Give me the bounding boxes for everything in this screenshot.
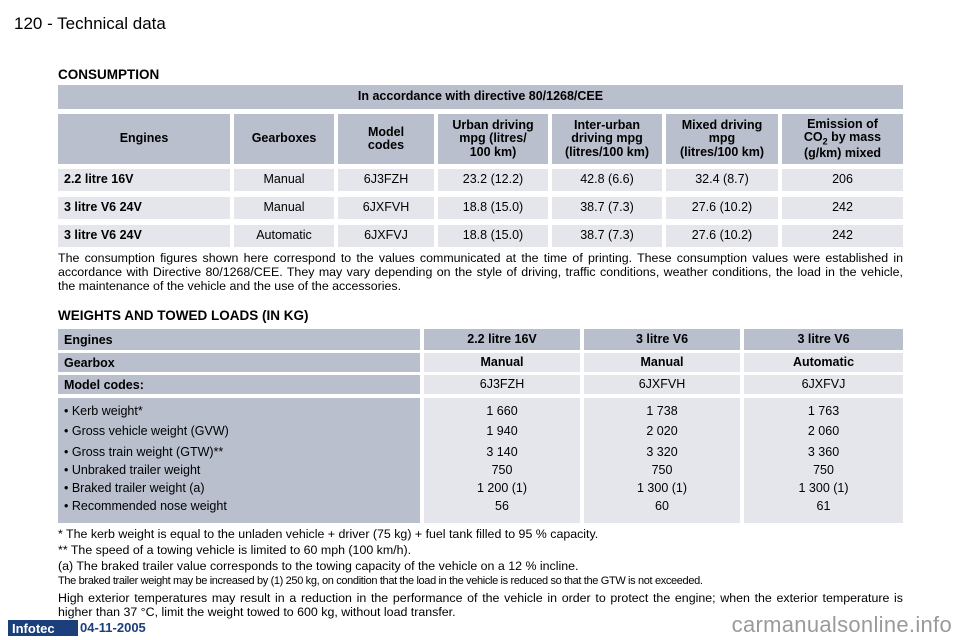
consumption-title: CONSUMPTION xyxy=(58,67,160,82)
weights-labels xyxy=(58,398,420,523)
row-mixed: 32.4 (8.7) xyxy=(666,169,778,191)
weights-title: WEIGHTS AND TOWED LOADS (IN KG) xyxy=(58,308,309,323)
row-gearbox: Manual xyxy=(234,197,334,219)
row-gearbox: Automatic xyxy=(234,225,334,247)
value: 61 xyxy=(816,499,831,513)
infotec-logo: Infotec xyxy=(8,620,78,636)
weights-model-label: Model codes: xyxy=(58,375,420,394)
value: 1 660 xyxy=(486,404,518,418)
row-urban: 18.8 (15.0) xyxy=(438,225,548,247)
col-gearboxes: Gearboxes xyxy=(234,114,334,164)
value: 56 xyxy=(495,499,509,513)
col-inter-urban: Inter-urban driving mpg (litres/100 km) xyxy=(552,114,662,164)
label-gtw: • Gross train weight (GTW)** xyxy=(64,445,224,459)
label-gvw: • Gross vehicle weight (GVW) xyxy=(64,424,229,438)
weights-values-2 xyxy=(584,398,740,523)
row-inter-urban: 38.7 (7.3) xyxy=(552,225,662,247)
row-inter-urban: 38.7 (7.3) xyxy=(552,197,662,219)
directive-banner: In accordance with directive 80/1268/CEE xyxy=(58,85,903,109)
footnote-braked-increase: The braked trailer weight may be increased by (1) 250 kg, on condition that the load in the vehicle is reduced so that the GTW is not exceeded. xyxy=(58,575,703,587)
value: 1 300 (1) xyxy=(636,481,688,495)
row-urban: 18.8 (15.0) xyxy=(438,197,548,219)
value: 3 360 xyxy=(807,445,840,459)
footnote-kerb: * The kerb weight is equal to the unladen vehicle + driver (75 kg) + fuel tank filled to 95 % capacity. xyxy=(58,527,599,541)
value: 1 940 xyxy=(486,424,518,438)
weights-engine-3: 3 litre V6 xyxy=(744,329,903,350)
weights-model-3: 6JXFVJ xyxy=(744,375,903,394)
value: 750 xyxy=(813,463,834,477)
row-engine: 3 litre V6 24V xyxy=(58,225,230,247)
label-unbraked: • Unbraked trailer weight xyxy=(64,463,201,477)
row-emission: 206 xyxy=(782,169,903,191)
weights-engines-label: Engines xyxy=(58,329,420,350)
row-mixed: 27.6 (10.2) xyxy=(666,197,778,219)
col-mixed: Mixed driving mpg (litres/100 km) xyxy=(666,114,778,164)
value: 750 xyxy=(651,463,673,477)
label-nose-weight: • Recommended nose weight xyxy=(64,499,227,513)
row-gearbox: Manual xyxy=(234,169,334,191)
label-kerb-weight: • Kerb weight* xyxy=(64,404,143,418)
weights-values-1 xyxy=(424,398,580,523)
weights-gearbox-3: Automatic xyxy=(744,353,903,372)
weights-model-1: 6J3FZH xyxy=(424,375,580,394)
footnote-incline: (a) The braked trailer value corresponds to the towing capacity of the vehicle on a 12 % incline. xyxy=(58,559,579,573)
col-urban: Urban driving mpg (litres/ 100 km) xyxy=(438,114,548,164)
row-engine: 3 litre V6 24V xyxy=(58,197,230,219)
row-emission: 242 xyxy=(782,225,903,247)
value: 1 200 (1) xyxy=(476,481,528,495)
col-model-codes: Model codes xyxy=(338,114,434,164)
consumption-note: The consumption figures shown here correspond to the values communicated at the time of printing. These consumption values were established in accordance with Directive 80/1268/CEE. They may vary depending on the style of driving, traffic conditions, weather conditions, the load in the vehicle, the maintenance of the vehicle and the use of the accessories. xyxy=(58,251,903,293)
value: 2 060 xyxy=(807,424,840,438)
weights-gearbox-label: Gearbox xyxy=(58,353,420,372)
row-model-code: 6J3FZH xyxy=(338,169,434,191)
value: 1 300 (1) xyxy=(798,481,849,495)
value: 3 320 xyxy=(646,445,678,459)
value: 2 020 xyxy=(646,424,678,438)
weights-engine-1: 2.2 litre 16V xyxy=(424,329,580,350)
watermark: carmanualsonline.info xyxy=(731,612,952,637)
row-inter-urban: 42.8 (6.6) xyxy=(552,169,662,191)
row-engine: 2.2 litre 16V xyxy=(58,169,230,191)
row-model-code: 6JXFVJ xyxy=(338,225,434,247)
value: 60 xyxy=(655,499,669,513)
col-emission: Emission of $CO_2$ by mass (g/km) mixed xyxy=(782,114,903,164)
page-title: 120 - Technical data xyxy=(14,14,166,33)
closing-note: High exterior temperatures may result in a reduction in the performance of the vehicle in order to protect the engine; when the exterior temperature is higher than 37 °C, limit the weight towed to 600 kg, without load transfer. xyxy=(58,591,903,619)
row-model-code: 6JXFVH xyxy=(338,197,434,219)
row-emission: 242 xyxy=(782,197,903,219)
value: 1 763 xyxy=(807,404,840,418)
row-urban: 23.2 (12.2) xyxy=(438,169,548,191)
label-braked: • Braked trailer weight (a) xyxy=(64,481,205,495)
value: 1 738 xyxy=(646,404,678,418)
weights-model-2: 6JXFVH xyxy=(584,375,740,394)
value: 3 140 xyxy=(486,445,518,459)
row-mixed: 27.6 (10.2) xyxy=(666,225,778,247)
value: 750 xyxy=(491,463,513,477)
weights-engine-2: 3 litre V6 xyxy=(584,329,740,350)
weights-values-3 xyxy=(744,398,903,523)
col-engines: Engines xyxy=(58,114,230,164)
print-date: 04-11-2005 xyxy=(80,620,146,635)
weights-gearbox-2: Manual xyxy=(584,353,740,372)
footnote-speed: ** The speed of a towing vehicle is limited to 60 mph (100 km/h). xyxy=(58,543,412,557)
weights-gearbox-1: Manual xyxy=(424,353,580,372)
